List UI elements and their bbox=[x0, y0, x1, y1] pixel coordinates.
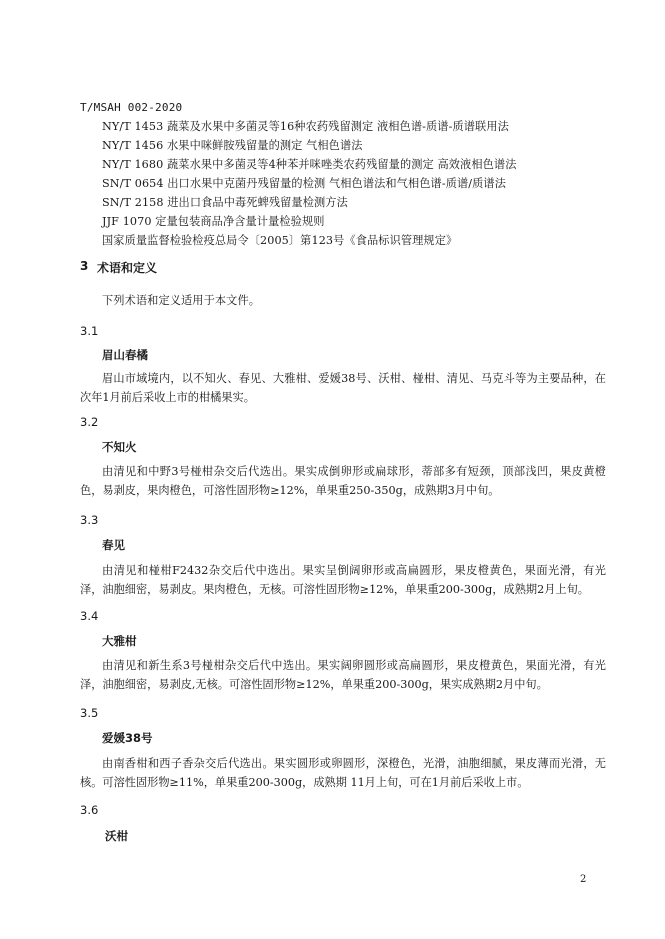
term-definition: 眉山市域境内，以不知火、春见、大雅柑、爱媛38号、沃柑、椪柑、清见、马克斗等为主要品种，在次年1月前后采收上市的柑橘果实。 bbox=[80, 372, 606, 404]
term-name: 春见 bbox=[102, 538, 125, 552]
term-definition: 由南香柑和西子香杂交后代选出。果实圆形或卵圆形，深橙色，光滑，油胞细腻，果皮薄而光滑，无核。可溶性固形物≥11%，单果重200-300g，成熟期 11月上旬，可在1月前后采收上市。 bbox=[80, 757, 606, 789]
document-code-header: T/MSAH 002-2020 bbox=[80, 101, 183, 114]
page-number: 2 bbox=[580, 874, 587, 885]
term-name: 眉山春橘 bbox=[102, 348, 148, 362]
term-definition: 由清见和新生系3号椪柑杂交后代中选出。果实阔卵圆形或高扁圆形，果皮橙黄色，果面光滑，有光泽，油胞细密，易剥皮,无核。可溶性固形物≥12%，单果重200-300g，果实成熟期2月中旬。 bbox=[80, 659, 606, 691]
term-name: 爱媛38号 bbox=[102, 731, 153, 745]
reference-item: SN/T 0654 出口水果中克菌丹残留量的检测 气相色谱法和气相色谱-质谱/质谱法 bbox=[102, 177, 507, 190]
reference-item: 国家质量监督检验检疫总局令〔2005〕第123号《食品标识管理规定》 bbox=[102, 234, 458, 247]
term-name: 沃柑 bbox=[105, 829, 128, 843]
term-name: 不知火 bbox=[102, 440, 137, 454]
reference-item: NY/T 1453 蔬菜及水果中多菌灵等16种农药残留测定 液相色谱-质谱-质谱联用法 bbox=[102, 120, 509, 133]
reference-item: NY/T 1680 蔬菜水果中多菌灵等4种苯并咪唑类农药残留量的测定 高效液相色谱法 bbox=[102, 158, 517, 171]
term-definition: 由清见和椪柑F2432杂交后代中选出。果实呈倒阔卵形或高扁圆形，果皮橙黄色，果面光滑，有光泽，油胞细密，易剥皮。果肉橙色，无核。可溶性固形物≥12%，单果重200-300g，成熟期2月上旬。 bbox=[80, 564, 606, 596]
term-number: 3.6 bbox=[80, 803, 99, 817]
reference-item: NY/T 1456 水果中咪鲜胺残留量的测定 气相色谱法 bbox=[102, 139, 363, 152]
term-definition: 由清见和中野3号椪柑杂交后代选出。果实成倒卵形或扁球形，蒂部多有短颈，顶部浅凹，果皮黄橙色，易剥皮，果肉橙色，可溶性固形物≥12%，单果重250-350g，成熟期3月中旬。 bbox=[80, 465, 606, 497]
section-number: 3 bbox=[80, 259, 89, 273]
term-number: 3.5 bbox=[80, 706, 99, 720]
term-number: 3.1 bbox=[80, 324, 99, 338]
term-number: 3.3 bbox=[80, 513, 99, 527]
term-name: 大雅柑 bbox=[102, 634, 137, 648]
reference-item: SN/T 2158 进出口食品中毒死蜱残留量检测方法 bbox=[102, 196, 348, 209]
term-number: 3.4 bbox=[80, 609, 99, 623]
term-number: 3.2 bbox=[80, 415, 99, 429]
section-intro: 下列术语和定义适用于本文件。 bbox=[102, 294, 261, 307]
reference-item: JJF 1070 定量包装商品净含量计量检验规则 bbox=[102, 215, 325, 228]
section-title: 术语和定义 bbox=[97, 261, 158, 275]
